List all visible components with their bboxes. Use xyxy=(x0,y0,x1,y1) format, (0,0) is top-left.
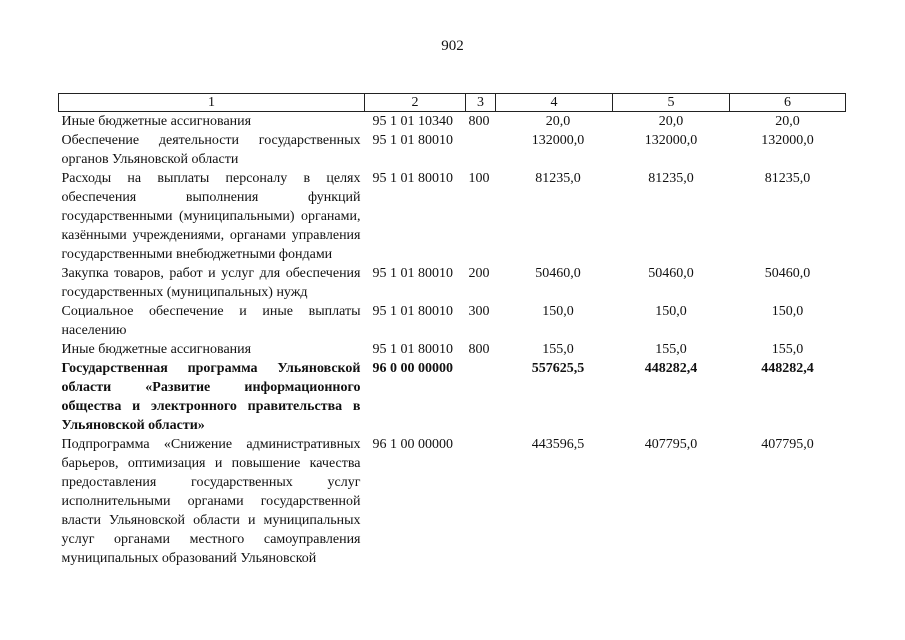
row-value-col4: 132000,0 xyxy=(531,133,585,148)
column-header: 4 xyxy=(496,94,613,112)
row-expense-type: 800 xyxy=(468,114,490,129)
row-value-col4: 50460,0 xyxy=(535,266,581,281)
row-value-col4: 150,0 xyxy=(542,304,574,319)
row-code: 95 1 01 80010 xyxy=(372,266,453,281)
row-code: 95 1 01 80010 xyxy=(372,133,453,148)
row-value-col6: 20,0 xyxy=(775,114,800,129)
row-name: Подпрограмма «Снижение административных барьеров, оптимизация и повышение качества предоставления государственных услуг исполнительными органами государственной власти Ульяновской области и муниципальных услуг органами местного самоуправления муниципальных образований Ульяновской xyxy=(61,437,361,566)
row-value-col5: 132000,0 xyxy=(644,133,698,148)
row-value-col4: 81235,0 xyxy=(535,171,581,186)
row-expense-type: 100 xyxy=(468,171,490,186)
row-name: Расходы на выплаты персоналу в целях обеспечения выполнения функций государственными (муниципальными) органами, казёнными учреждениями, органами управления государственными внебюджетными фондами xyxy=(61,171,361,262)
row-name: Иные бюджетные ассигнования xyxy=(61,114,252,129)
table-row xyxy=(59,359,846,435)
row-value-col5: 150,0 xyxy=(655,304,687,319)
table-row xyxy=(59,169,846,264)
row-value-col5: 155,0 xyxy=(655,342,687,357)
row-value-col6: 155,0 xyxy=(771,342,804,357)
row-expense-type: 300 xyxy=(468,304,490,319)
row-code: 95 1 01 10340 xyxy=(372,114,453,129)
row-expense-type xyxy=(466,435,496,568)
row-code: 95 1 01 80010 xyxy=(372,171,453,186)
table-row xyxy=(59,112,846,132)
row-expense-type xyxy=(466,131,496,169)
row-value-col5: 81235,0 xyxy=(648,171,694,186)
table-header-row xyxy=(59,94,846,112)
column-header: 2 xyxy=(365,94,466,112)
row-expense-type: 200 xyxy=(468,266,490,281)
table-row xyxy=(59,302,846,340)
table-row xyxy=(59,264,846,302)
row-expense-type xyxy=(466,359,496,435)
row-code: 96 1 00 00000 xyxy=(372,437,453,452)
row-value-col6: 150,0 xyxy=(771,304,804,319)
row-value-col5: 448282,4 xyxy=(644,361,698,376)
row-value-col6: 81235,0 xyxy=(764,171,811,186)
column-header: 6 xyxy=(730,94,846,112)
row-value-col6: 132000,0 xyxy=(761,133,814,148)
row-value-col6: 448282,4 xyxy=(761,361,814,376)
column-header: 1 xyxy=(59,94,365,112)
row-value-col6: 50460,0 xyxy=(764,266,811,281)
row-value-col4: 443596,5 xyxy=(531,437,585,452)
row-code: 96 0 00 00000 xyxy=(372,361,453,376)
row-value-col4: 557625,5 xyxy=(531,361,585,376)
row-value-col5: 407795,0 xyxy=(644,437,698,452)
column-header: 5 xyxy=(613,94,730,112)
table-row xyxy=(59,131,846,169)
row-name: Обеспечение деятельности государственных органов Ульяновской области xyxy=(61,133,361,167)
row-code: 95 1 01 80010 xyxy=(372,304,453,319)
row-value-col4: 20,0 xyxy=(545,114,571,129)
page-number: 902 xyxy=(441,38,464,54)
row-code: 95 1 01 80010 xyxy=(372,342,453,357)
row-name: Закупка товаров, работ и услуг для обеспечения государственных (муниципальных) нужд xyxy=(61,266,361,300)
table-row xyxy=(59,340,846,359)
row-value-col6: 407795,0 xyxy=(761,437,814,452)
row-expense-type: 800 xyxy=(468,342,490,357)
row-name: Иные бюджетные ассигнования xyxy=(61,342,252,357)
budget-table xyxy=(58,93,846,568)
row-value-col4: 155,0 xyxy=(542,342,574,357)
row-value-col5: 50460,0 xyxy=(648,266,694,281)
column-header: 3 xyxy=(466,94,496,112)
row-value-col5: 20,0 xyxy=(658,114,684,129)
table-row xyxy=(59,435,846,568)
row-name: Социальное обеспечение и иные выплаты населению xyxy=(61,304,361,338)
row-name: Государственная программа Ульяновской области «Развитие информационного общества и электронного правительства в Ульяновской области» xyxy=(61,361,361,433)
